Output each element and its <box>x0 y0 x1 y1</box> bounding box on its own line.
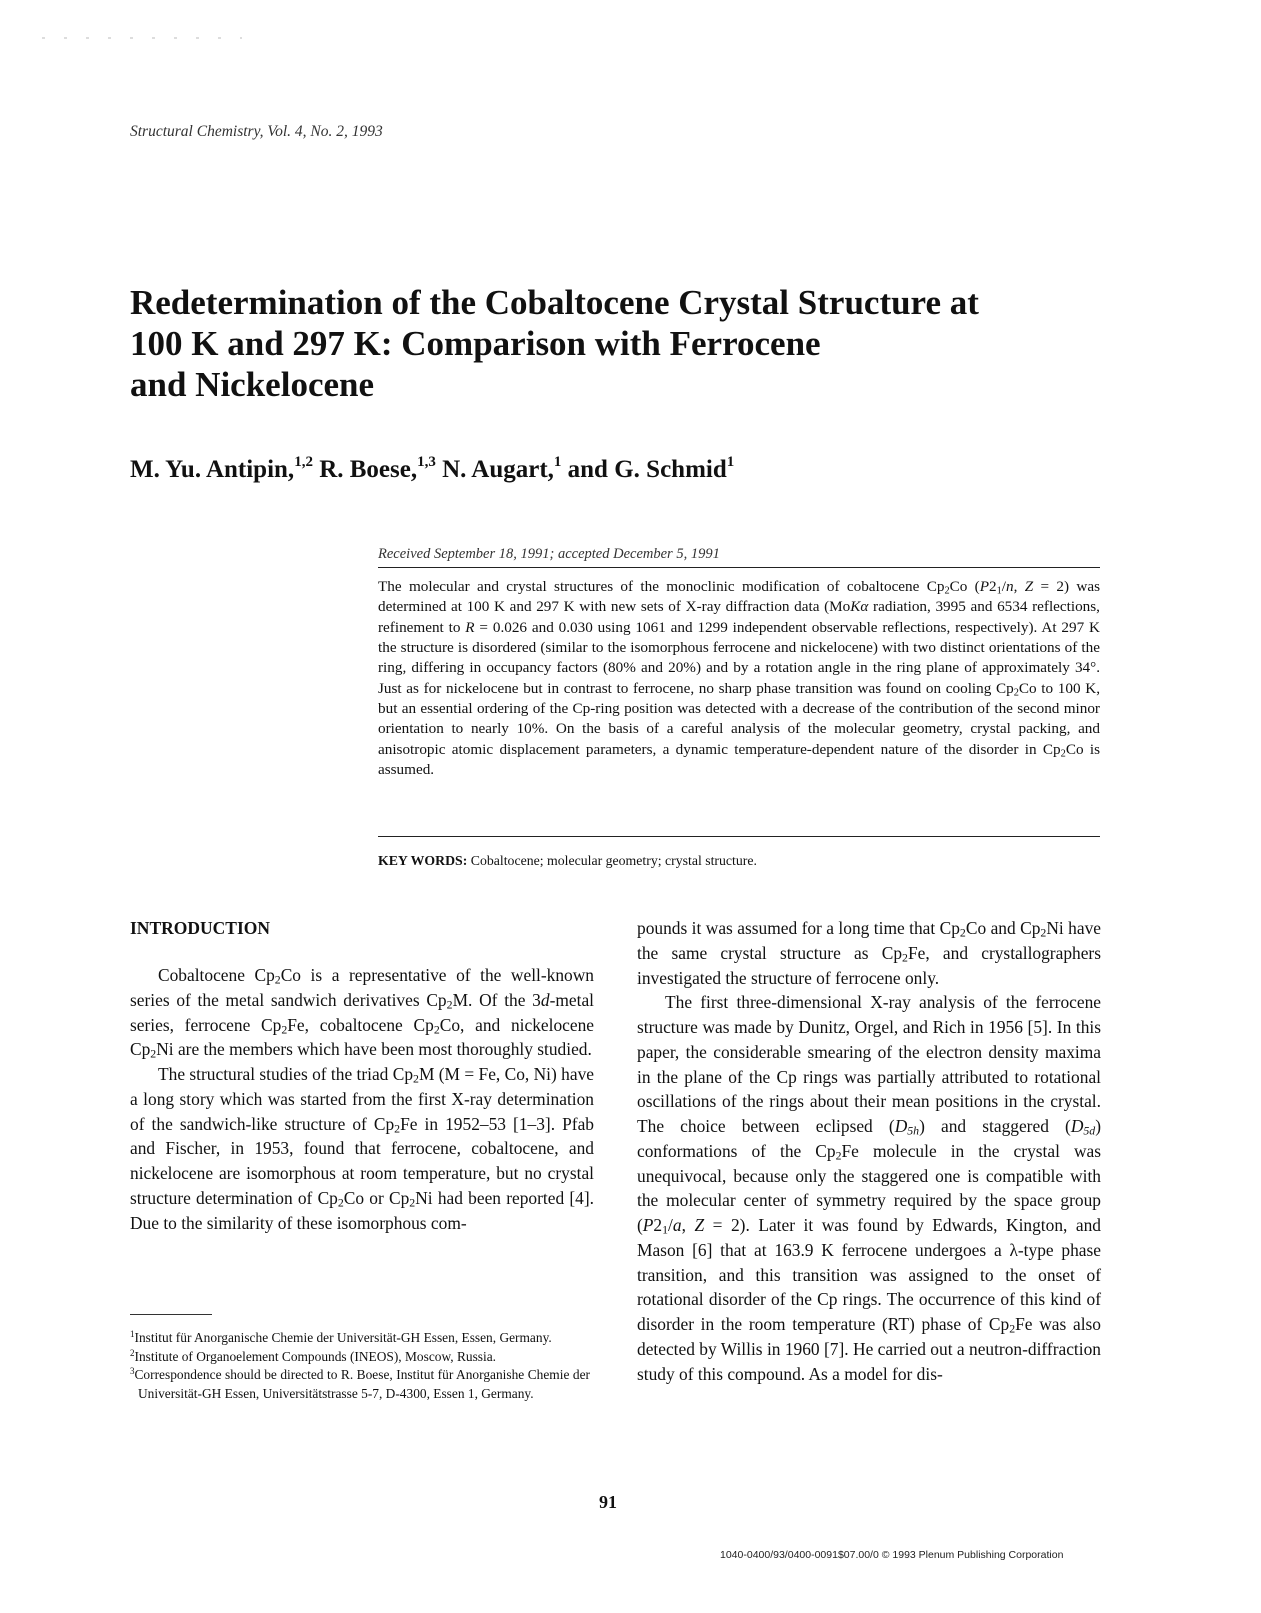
author-affiliation: 1 <box>553 454 562 470</box>
received-dates: Received September 18, 1991; accepted December 5, 1991 <box>378 546 720 562</box>
footnote-mark: 1 <box>130 1329 135 1339</box>
body-column-left <box>130 963 594 1235</box>
footnote <box>130 1329 590 1348</box>
author-name: N. Augart, <box>442 456 554 483</box>
footnote <box>130 1347 590 1367</box>
author-affiliation: 1 <box>726 454 735 470</box>
keywords-label: KEY WORDS: <box>378 853 468 868</box>
footnote-mark: 3 <box>130 1366 135 1377</box>
journal-citation: Structural Chemistry, Vol. 4, No. 2, 1993 <box>130 123 383 140</box>
author-name: M. Yu. Antipin, <box>130 456 295 483</box>
footnote-text: Institute of Organoelement Compounds (INEOS), Moscow, Russia. <box>134 1348 497 1364</box>
footnotes <box>130 1329 590 1403</box>
abstract-bottom-rule <box>378 836 1100 837</box>
footnote-text: Institut für Anorganische Chemie der Universität-GH Essen, Essen, Germany. <box>134 1330 552 1345</box>
author-affiliation: 1,3 <box>417 454 436 470</box>
page-number: 91 <box>599 1492 617 1512</box>
paper-title <box>130 282 1090 405</box>
title-line-1: Redetermination of the Cobaltocene Crystal Structure at <box>130 283 979 322</box>
footnote <box>130 1366 590 1403</box>
author-name: and G. Schmid <box>567 456 727 483</box>
body-column-right <box>637 916 1101 1386</box>
body-paragraph: The structural studies of the triad $Cp_2M$ (M = Fe, Co, Ni) have a long story which was started from the first X-ray determination of the sandwich-like structure of $Cp_2Fe$ in 1952–53 [1–3]. Pfab and Fischer, in 1953, found that ferrocene, cobaltocene, and nickelocene are isomorphous at room temperature, but no crystal structure determination of $Cp_2Co$ or $Cp_2Ni$ had been reported [4]. Due to the similarity of these isomorphous com- <box>130 1064 594 1233</box>
copyright-line: 1040-0400/93/0400-0091$07.00/0 © 1993 Plenum Publishing Corporation <box>720 1549 1064 1561</box>
footnote-text: Correspondence should be directed to R. Boese, Institut für Anorganishe Chemie der Universität-GH Essen, Universitätstrasse 5-7, D-4300, Essen 1, Germany. <box>134 1367 590 1401</box>
body-paragraph: The first three-dimensional X-ray analysis of the ferrocene structure was made by Dunitz, Orgel, and Rich in 1956 [5]. In this paper, the considerable smearing of the electron density maxima in the plane of the Cp rings was partially attributed to rotational oscillations of the rings about their mean positions in the crystal. The choice between eclipsed $(D_{5h})$ and staggered $(D_{5d})$ conformations of the $Cp_2Fe$ molecule in the crystal was unequivocal, because only the staggered one is compatible with the molecular center of symmetry required by the space group ($P2_1/a$, Z = 2). Later it was found by Edwards, Kington, and Mason [6] that at 163.9 K ferrocene undergoes a λ-type phase transition, and this transition was assigned to the onset of rotational disorder of the Cp rings. The occurrence of this kind of disorder in the room temperature (RT) phase of $Cp_2Fe$ was also detected by Willis in 1960 [7]. He carried out a neutron-diffraction study of this compound. As a model for dis- <box>637 992 1102 1384</box>
abstract: The molecular and crystal structures of the monoclinic modification of cobaltocene $Cp_2Co$ ($P2_1/n$, Z = 2) was determined at 100 K and 297 K with new sets of X-ray diffraction data (MoKα radiation, 3995 and 6534 reflections, refinement to R = 0.026 and 0.030 using 1061 and 1299 independent observable reflections, respectively). At 297 K the structure is disordered (similar to the isomorphous ferrocene and nickelocene) with two distinct orientations of the ring, differing in occupancy factors (80% and 20%) and by a rotation angle in the ring plane of approximately 34°. Just as for nickelocene but in contrast to ferrocene, no sharp phase transition was found on cooling $Cp_2Co$ to 100 K, but an essential ordering of the Cp-ring position was detected with a decrease of the contribution of the second minor orientation to nearly 10%. On the basis of a careful analysis of the molecular geometry, crystal packing, and anisotropic atomic displacement parameters, a dynamic temperature-dependent nature of the disorder in $Cp_2Co$ is assumed. <box>378 578 1100 779</box>
body-paragraph: pounds it was assumed for a long time that $Cp_2Co$ and $Cp_2Ni$ have the same crystal structure as $Cp_2Fe$, and crystallographers investigated the structure of ferrocene only. <box>637 918 1101 988</box>
title-line-3: and Nickelocene <box>130 365 375 404</box>
section-heading-introduction: INTRODUCTION <box>130 918 271 938</box>
abstract-top-rule <box>378 567 1100 568</box>
scan-artifact <box>42 37 242 39</box>
author-affiliation: 1,2 <box>294 454 313 470</box>
footnote-rule <box>130 1314 212 1315</box>
author-list <box>130 456 734 484</box>
author-name: R. Boese, <box>319 456 418 483</box>
footnote-mark: 2 <box>130 1347 135 1358</box>
keywords-text: Cobaltocene; molecular geometry; crystal structure. <box>467 853 757 868</box>
body-paragraph: Cobaltocene $Cp_2Co$ is a representative of the well-known series of the metal sandwich derivatives $Cp_2M$. Of the 3d-metal series, ferrocene $Cp_2Fe$, cobaltocene $Cp_2Co$, and nickelocene $Cp_2Ni$ are the members which have been most thoroughly studied. <box>130 965 595 1061</box>
keywords <box>378 853 757 869</box>
title-line-2: 100 K and 297 K: Comparison with Ferrocene <box>130 324 821 363</box>
